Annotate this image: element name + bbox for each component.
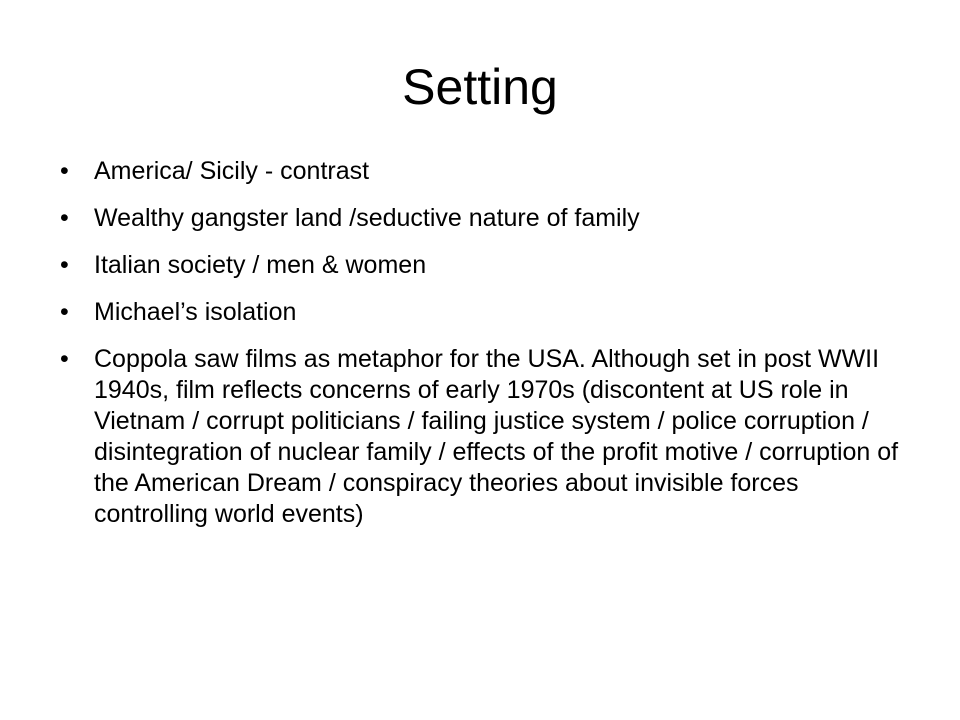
bullet-item-1	[60, 156, 900, 187]
bullet-icon: •	[60, 345, 69, 373]
bullet-icon: •	[60, 157, 69, 185]
bullet-text: America/ Sicily - contrast	[94, 157, 370, 185]
bullet-icon: •	[60, 251, 69, 279]
slide-title: Setting	[402, 59, 558, 115]
bullet-icon: •	[60, 298, 69, 326]
bullet-item-2	[60, 203, 900, 234]
bullet-text: Wealthy gangster land /seductive nature of family	[94, 204, 640, 232]
bullet-text: Coppola saw films as metaphor for the USA. Although set in post WWII 1940s, film reflects concerns of early 1970s (discontent at US role in Vietnam / corrupt politicians / failing justice system / police corruption / disintegration of nuclear family / effects of the profit motive / corruption of the American Dream / conspiracy theories about invisible forces controlling world events)	[94, 345, 899, 528]
bullet-item-4	[60, 297, 900, 328]
bullet-item-3	[60, 250, 900, 281]
bullet-item-5	[60, 344, 900, 530]
bullet-icon: •	[60, 204, 69, 232]
bullet-list	[60, 156, 900, 546]
bullet-text: Italian society / men & women	[94, 251, 427, 279]
bullet-text: Michael’s isolation	[94, 298, 297, 326]
